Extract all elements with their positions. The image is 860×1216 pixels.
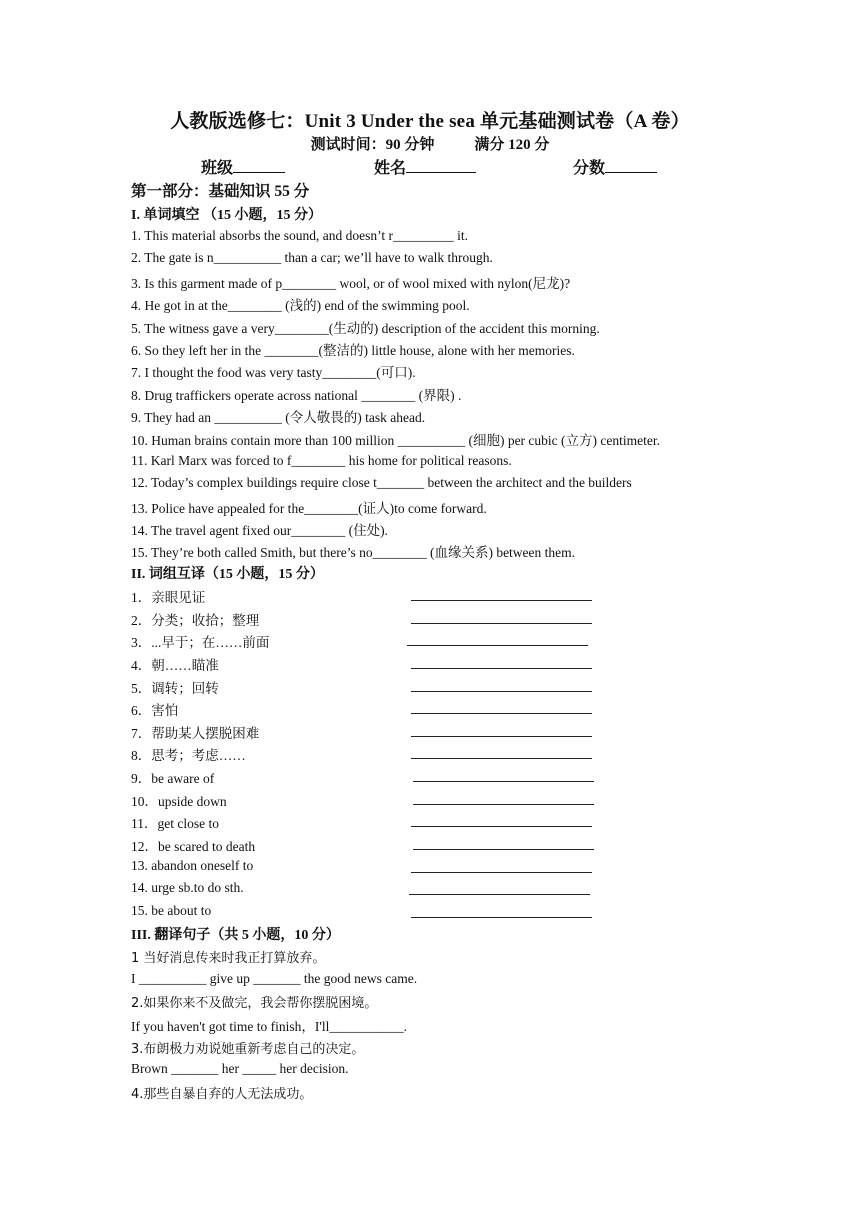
section1-item: 1. This material absorbs the sound, and doesn’t r_________ it.	[131, 228, 468, 243]
phrase-text: 7．帮助某人摆脱困难	[131, 726, 260, 741]
answer-line	[411, 600, 592, 601]
answer-line	[411, 826, 592, 827]
section1-item: 13. Police have appealed for the________(证人)to come forward.	[131, 501, 487, 516]
phrase-text: 10．upside down	[131, 794, 227, 809]
section3-line: 2.如果你来不及做完，我会帮你摆脱困境。	[131, 996, 378, 1011]
section1-item: 14. The travel agent fixed our________ (住处).	[131, 523, 388, 538]
section1-item: 6. So they left her in the ________(整洁的) little house, alone with her memories.	[131, 343, 575, 358]
phrase-text: 8．思考；考虑……	[131, 748, 246, 763]
section1-item: 15. They’re both called Smith, but there’s no________ (血缘关系) between them.	[131, 545, 576, 560]
answer-line	[411, 917, 592, 918]
section2-heading: II. 词组互译（15 小题，15 分）	[131, 567, 324, 582]
name-field	[374, 155, 476, 178]
phrase-row	[131, 790, 601, 810]
score-label: 满分 120 分	[474, 137, 550, 153]
phrase-text: 11．get close to	[131, 816, 219, 831]
section3-line: 3.布朗极力劝说她重新考虑自己的决定。	[131, 1042, 365, 1057]
phrase-text: 6．害怕	[131, 703, 179, 718]
phrase-row	[131, 631, 601, 651]
phrase-row	[131, 880, 601, 900]
phrase-row	[131, 609, 601, 629]
phrase-row	[131, 654, 601, 674]
answer-line	[411, 872, 592, 873]
answer-line	[411, 668, 592, 669]
section3-line: 4.那些自暴自弃的人无法成功。	[131, 1087, 313, 1102]
page-title: 人教版选修七：Unit 3 Under the sea 单元基础测试卷（A 卷）	[170, 111, 690, 132]
part1-heading: 第一部分：基础知识 55 分	[131, 183, 310, 200]
answer-line	[413, 804, 594, 805]
phrase-text: 2．分类；收拾；整理	[131, 613, 260, 628]
answer-line	[411, 736, 592, 737]
phrase-row	[131, 835, 601, 855]
answer-line	[407, 645, 588, 646]
phrase-text: 3．...早于；在……前面	[131, 635, 270, 650]
grade-field	[573, 155, 657, 178]
phrase-text: 9．be aware of	[131, 771, 215, 786]
section1-item: 4. He got in at the________ (浅的) end of the swimming pool.	[131, 298, 470, 313]
answer-line	[409, 894, 590, 895]
section1-item: 3. Is this garment made of p________ wool, or of wool mixed with nylon(尼龙)?	[131, 276, 571, 291]
section1-heading: I. 单词填空 （15 小题，15 分）	[131, 208, 322, 223]
phrase-row	[131, 699, 601, 719]
section1-item: 5. The witness gave a very________(生动的) description of the accident this morning.	[131, 321, 600, 336]
section1-item: 8. Drug traffickers operate across national ________ (界限) .	[131, 388, 462, 403]
phrase-row	[131, 858, 601, 878]
section1-item: 10. Human brains contain more than 100 million __________ (细胞) per cubic (立方) centimeter.	[131, 433, 661, 448]
phrase-text: 15. be about to	[131, 903, 212, 918]
answer-line	[413, 849, 594, 850]
phrase-row	[131, 722, 601, 742]
section3-line: 1 当好消息传来时我正打算放弃。	[131, 951, 326, 966]
grade-blank	[605, 156, 657, 173]
section3-heading: III. 翻译句子（共 5 小题，10 分）	[131, 928, 340, 943]
class-blank	[233, 156, 285, 173]
answer-line	[411, 713, 592, 714]
phrase-text: 14. urge sb.to do sth.	[131, 880, 244, 895]
phrase-row	[131, 767, 601, 787]
test-info	[0, 133, 860, 154]
answer-line	[411, 758, 592, 759]
phrase-text: 1．亲眼见证	[131, 590, 206, 605]
phrase-row	[131, 744, 601, 764]
phrase-text: 12．be scared to death	[131, 839, 256, 854]
phrase-row	[131, 677, 601, 697]
time-label: 测试时间：90 分钟	[310, 137, 435, 153]
section1-item: 2. The gate is n__________ than a car; we’ll have to walk through.	[131, 250, 493, 265]
class-label: 班级	[201, 160, 234, 177]
section3-line: I __________ give up _______ the good news came.	[131, 971, 418, 986]
section3-line: Brown _______ her _____ her decision.	[131, 1061, 349, 1076]
phrase-text: 5．调转；回转	[131, 681, 219, 696]
phrase-row	[131, 812, 601, 832]
answer-line	[411, 623, 592, 624]
answer-line	[411, 691, 592, 692]
answer-line	[413, 781, 594, 782]
section1-item: 11. Karl Marx was forced to f________ his home for political reasons.	[131, 453, 512, 468]
section3-line: If you haven't got time to finish，I'll___________.	[131, 1019, 407, 1034]
phrase-text: 4．朝……瞄准	[131, 658, 219, 673]
phrase-text: 13. abandon oneself to	[131, 858, 254, 873]
name-label: 姓名	[374, 160, 407, 177]
phrase-row	[131, 586, 601, 606]
phrase-row	[131, 903, 601, 923]
grade-label: 分数	[573, 160, 606, 177]
name-blank	[406, 156, 476, 173]
class-field	[201, 155, 285, 178]
section1-item: 7. I thought the food was very tasty________(可口).	[131, 365, 416, 380]
section1-item: 9. They had an __________ (令人敬畏的) task ahead.	[131, 410, 426, 425]
section1-item: 12. Today’s complex buildings require close t_______ between the architect and the builders	[131, 475, 632, 490]
